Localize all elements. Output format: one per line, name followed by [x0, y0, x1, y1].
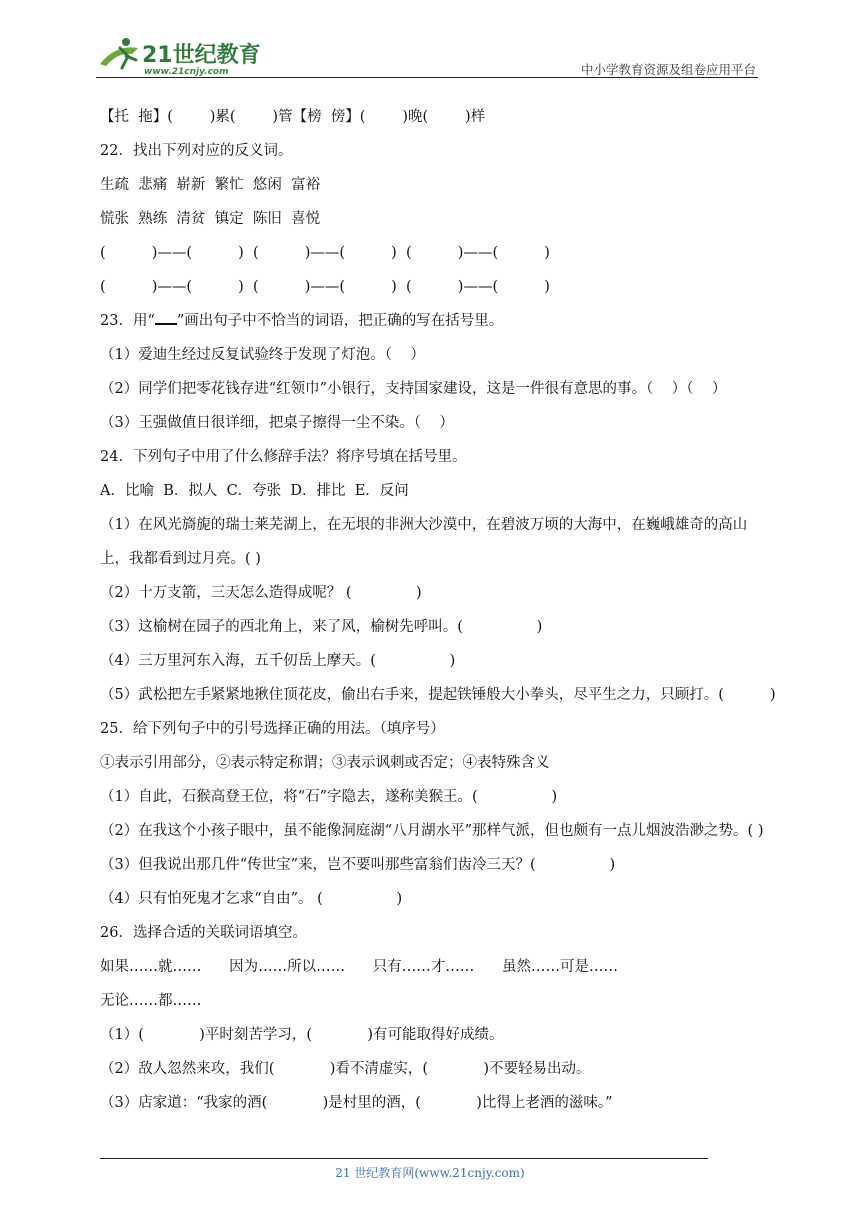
q22-words-1: 生疏 悲痛 崭新 繁忙 悠闲 富裕: [100, 177, 321, 193]
q24-item-5: （5）武松把左手紧紧地揪住顶花皮，偷出右手来，提起铁锤般大小拳头，尽平生之力，只顾打。( ): [100, 687, 776, 703]
header-divider: [96, 77, 758, 78]
q25-item-4: （4）只有怕死鬼才乞求“自由”。 ( ): [100, 891, 403, 907]
q23-item-2: （2）同学们把零花钱存进“红领巾”小银行，支持国家建设，这是一件很有意思的事。（ ）（ ）: [100, 381, 727, 397]
svg-text:www.21cnjy.com: www.21cnjy.com: [144, 67, 229, 77]
q26-item-1: （1）( )平时刻苦学习，( )有可能取得好成绩。: [100, 1027, 504, 1043]
page-footer: 21 世纪教育网(www.21cnjy.com): [335, 1166, 525, 1180]
worksheet-content: [100, 100, 776, 1120]
q22-words-2: 慌张 熟练 清贫 镇定 陈旧 喜悦: [100, 211, 321, 227]
q22-blanks-2: ( )——( ) ( )——( ) ( )——( ): [100, 279, 550, 295]
footer-divider: [100, 1158, 708, 1159]
21cnjy-logo-icon: [96, 34, 266, 78]
q23-title: 23．用“ ”画出句子中不恰当的词语，把正确的写在括号里。: [100, 313, 504, 329]
q25-item-1: （1）自此，石猴高登王位，将“石”字隐去，遂称美猴王。( ): [100, 789, 558, 805]
q26-options-2: 无论……都……: [100, 993, 202, 1009]
underline-mark: [155, 311, 177, 325]
q23-item-1: （1）爱迪生经过反复试验终于发现了灯泡。（ ）: [100, 347, 425, 363]
q24-item-2: （2）十万支箭，三天怎么造得成呢？ ( ): [100, 585, 422, 601]
q22-title: 22．找出下列对应的反义词。: [100, 143, 293, 159]
q24-item-1: （1）在风光旖旎的瑞士莱芜湖上，在无垠的非洲大沙漠中，在碧波万顷的大海中，在巍峨雄奇的高山上，我都看到过月亮。( ): [100, 517, 748, 567]
svg-text:21世纪教育: 21世纪教育: [142, 43, 261, 68]
q21-tail: 【托 拖】( )累( )管【榜 傍】( )晚( )样: [100, 109, 486, 125]
q26-item-2: （2）敌人忽然来攻，我们( )看不清虚实，( )不要轻易出动。: [100, 1061, 591, 1077]
platform-name: 中小学教育资源及组卷应用平台: [580, 62, 756, 77]
q26-item-3: （3）店家道：“我家的酒( )是村里的酒，( )比得上老酒的滋味。”: [100, 1095, 613, 1111]
q24-options: A．比喻 B．拟人 C．夸张 D．排比 E．反问: [100, 483, 409, 499]
q26-title: 26．选择合适的关联词语填空。: [100, 925, 307, 941]
q25-options: ①表示引用部分，②表示特定称谓；③表示讽刺或否定；④表特殊含义: [100, 755, 550, 771]
q26-options-1: 如果……就…… 因为……所以…… 只有……才…… 虽然……可是……: [100, 959, 618, 975]
q23-item-3: （3）王强做值日很详细，把桌子擦得一尘不染。（ ）: [100, 415, 454, 431]
q25-item-3: （3）但我说出那几件“传世宝”来，岂不要叫那些富翁们齿冷三天？( ): [100, 857, 616, 873]
page-header: [96, 34, 756, 80]
q24-item-4: （4）三万里河东入海，五千仞岳上摩天。( ): [100, 653, 456, 669]
q25-title: 25．给下列句子中的引号选择正确的用法。（填序号）: [100, 721, 445, 737]
q25-item-2: （2）在我这个小孩子眼中，虽不能像洞庭湖“八月湖水平”那样气派，但也颇有一点儿烟波浩渺之势。( ): [100, 823, 764, 839]
q24-title: 24．下列句子中用了什么修辞手法？将序号填在括号里。: [100, 449, 467, 465]
q22-blanks-1: ( )——( ) ( )——( ) ( )——( ): [100, 245, 550, 261]
q24-item-3: （3）这榆树在园子的西北角上，来了风，榆树先呼叫。( ): [100, 619, 543, 635]
